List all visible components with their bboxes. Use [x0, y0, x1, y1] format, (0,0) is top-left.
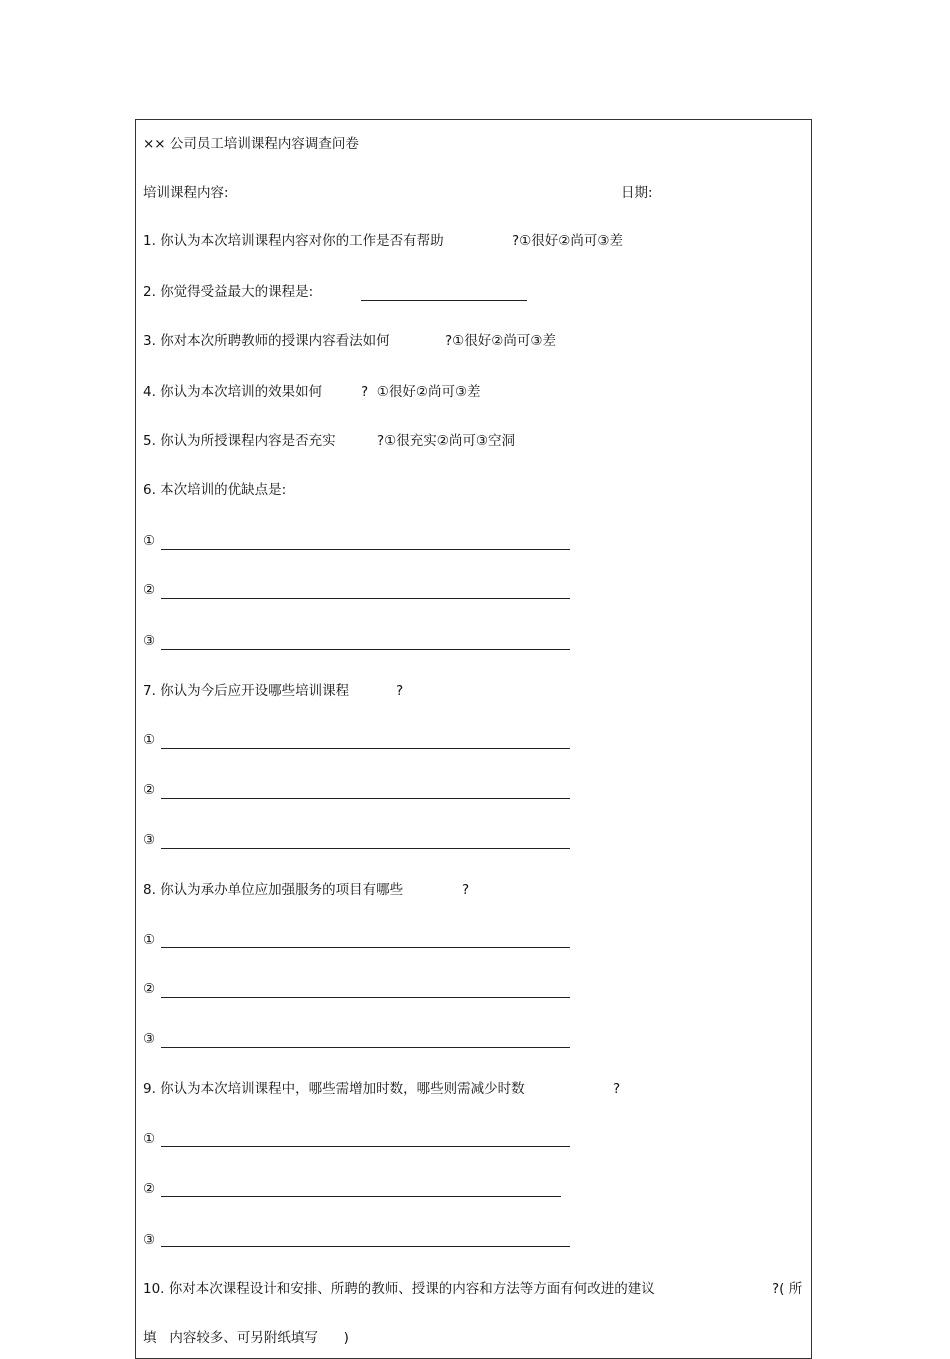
question-6-marker-3: ③ [143, 633, 156, 649]
question-3-options[interactable]: ?①很好②尚可③差 [445, 333, 556, 349]
question-6-answer-line-3[interactable] [161, 649, 570, 650]
date-label: 日期: [621, 185, 653, 201]
question-9-answer-line-2[interactable] [161, 1196, 561, 1197]
question-10-text: 10. 你对本次课程设计和安排、所聘的教师、授课的内容和方法等方面有何改进的建议 [143, 1281, 655, 1297]
question-9-marker-1: ① [143, 1131, 156, 1147]
question-7-answer-line-3[interactable] [161, 848, 570, 849]
question-9-answer-line-1[interactable] [161, 1146, 570, 1147]
question-9-mark: ? [613, 1081, 621, 1097]
question-6-answer-line-2[interactable] [161, 598, 570, 599]
question-9-marker-2: ② [143, 1181, 156, 1197]
question-6-marker-2: ② [143, 582, 156, 598]
question-2-text: 2. 你觉得受益最大的课程是: [143, 284, 314, 300]
question-10-mark: ?( 所 [772, 1281, 803, 1297]
question-1-text: 1. 你认为本次培训课程内容对你的工作是否有帮助 [143, 233, 444, 249]
question-7-marker-1: ① [143, 732, 156, 748]
question-8-text: 8. 你认为承办单位应加强服务的项目有哪些 [143, 882, 404, 898]
question-8-answer-line-2[interactable] [161, 997, 570, 998]
question-3-text: 3. 你对本次所聘教师的授课内容看法如何 [143, 333, 390, 349]
question-1-options[interactable]: ?①很好②尚可③差 [512, 233, 623, 249]
question-8-marker-1: ① [143, 932, 156, 948]
question-5-text: 5. 你认为所授课程内容是否充实 [143, 433, 336, 449]
question-9-text: 9. 你认为本次培训课程中，哪些需增加时数，哪些则需减少时数 [143, 1081, 525, 1097]
question-4-text: 4. 你认为本次培训的效果如何 [143, 384, 323, 400]
course-content-label: 培训课程内容: [143, 185, 229, 201]
question-7-text: 7. 你认为今后应开设哪些培训课程 [143, 683, 350, 699]
question-2-answer-line[interactable] [361, 300, 527, 301]
question-6-marker-1: ① [143, 533, 156, 549]
question-8-marker-2: ② [143, 981, 156, 997]
question-9-answer-line-3[interactable] [161, 1246, 570, 1247]
form-border [135, 119, 812, 1359]
question-8-mark: ? [462, 882, 470, 898]
question-9-marker-3: ③ [143, 1232, 156, 1248]
question-7-marker-2: ② [143, 782, 156, 798]
question-5-options[interactable]: ?①很充实②尚可③空洞 [377, 433, 515, 449]
question-10-continuation: 填 内容较多、可另附纸填写 ) [143, 1330, 349, 1346]
question-4-options[interactable]: ? ①很好②尚可③差 [361, 384, 481, 400]
question-8-answer-line-3[interactable] [161, 1047, 570, 1048]
form-title: ×× 公司员工培训课程内容调查问卷 [143, 136, 359, 152]
question-8-answer-line-1[interactable] [161, 947, 570, 948]
question-7-marker-3: ③ [143, 832, 156, 848]
question-7-mark: ? [396, 683, 404, 699]
question-7-answer-line-2[interactable] [161, 798, 570, 799]
question-8-marker-3: ③ [143, 1031, 156, 1047]
question-6-text: 6. 本次培训的优缺点是: [143, 482, 287, 498]
question-7-answer-line-1[interactable] [161, 748, 570, 749]
question-6-answer-line-1[interactable] [161, 549, 570, 550]
